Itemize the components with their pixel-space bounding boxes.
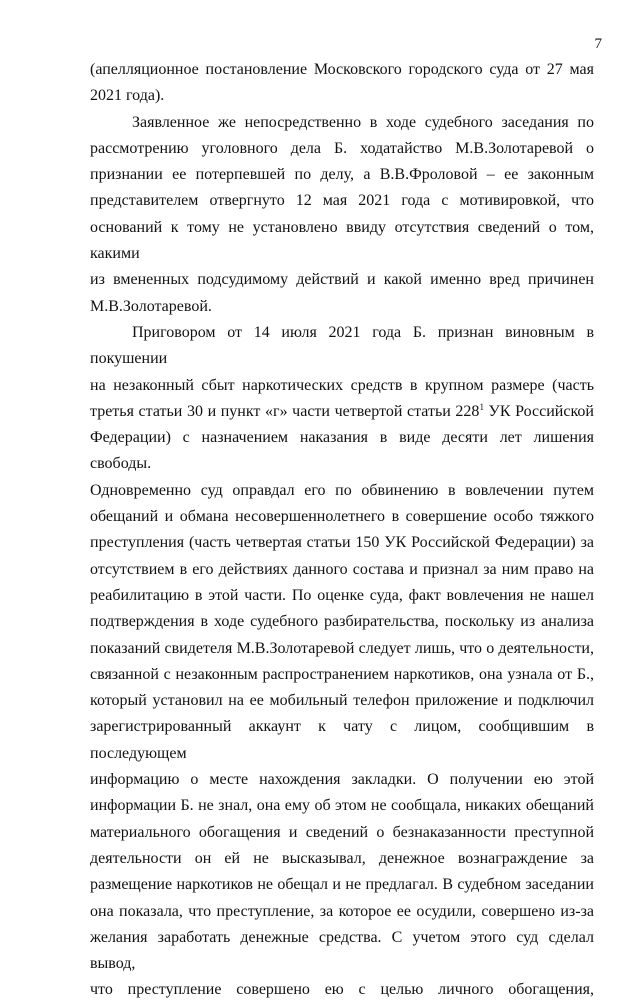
- paragraph-3-line-19: размещение наркотиков не обещал и не предлагал. В судебном заседании: [90, 876, 594, 894]
- page-number: 7: [594, 36, 602, 52]
- paragraph-2-line-3: признании ее потерпевшей по делу, а В.В.Фроловой – ее законным: [90, 166, 594, 184]
- paragraph-3-line-22: что преступление совершено ею с целью личного обогащения,: [90, 981, 594, 999]
- paragraph-3-line-15: информацию о месте нахождения закладки. О получении ею этой: [90, 771, 594, 789]
- paragraph-3-line-2: на незаконный сбыт наркотических средств в крупном размере (часть: [90, 376, 594, 394]
- paragraph-3-line-18: деятельности он ей не высказывал, денежное вознаграждение за: [90, 849, 594, 867]
- paragraph-2-line-5: оснований к тому не установлено ввиду отсутствия сведений о том, какими: [90, 218, 594, 263]
- paragraph-3-line-16: информации Б. не знал, она ему об этом не сообщала, никаких обещаний: [90, 797, 594, 815]
- paragraph-3-line-14: зарегистрированный аккаунт к чату с лицом, сообщившим в последующем: [90, 718, 594, 762]
- paragraph-3-line-10: подтверждения в ходе судебного разбирательства, поскольку из анализа: [90, 613, 594, 631]
- paragraph-3-line-11: показаний свидетеля М.В.Золотаревой следует лишь, что о деятельности,: [90, 639, 594, 657]
- paragraph-3-line-5: Одновременно суд оправдал его по обвинению в вовлечении путем: [90, 481, 594, 499]
- paragraph-2-line-2: рассмотрению уголовного дела Б. ходатайство М.В.Золотаревой о: [90, 139, 594, 157]
- paragraph-3-line-7: преступления (часть четвертая статьи 150 УК Российской Федерации) за: [90, 534, 594, 552]
- paragraph-3-line-17: материального обогащения и сведений о безнаказанности преступной: [90, 823, 594, 841]
- paragraph-3-line-3: [90, 399, 594, 425]
- paragraph-3-line-3-tail: УК Российской: [483, 402, 594, 420]
- paragraph-3-line-12: связанной с незаконным распространением наркотиков, она узнала от Б.,: [90, 665, 594, 683]
- paragraph-2-line-7: М.В.Золотаревой.: [90, 297, 212, 315]
- paragraph-2-line-6: из вмененных подсудимому действий и какой именно вред причинен: [90, 271, 594, 289]
- paragraph-3-line-21: желания заработать денежные средства. С учетом этого суд сделал вывод,: [90, 928, 594, 973]
- paragraph-3-line-8: отсутствием в его действиях данного состава и признал за ним право на: [90, 560, 594, 578]
- paragraph-3-line-13: который установил на ее мобильный телефон приложение и подключил: [90, 692, 594, 710]
- paragraph-1-line-1: (апелляционное постановление Московского городского суда от 27 мая: [90, 61, 594, 78]
- paragraph-2-line-4: представителем отвергнуто 12 мая 2021 года с мотивировкой, что: [90, 192, 594, 210]
- document-body: [90, 57, 594, 1004]
- paragraph-3-line-3-text: третья статьи 30 и пункт «г» части четвертой статьи 228: [90, 402, 480, 420]
- paragraph-3-line-9: реабилитацию в этой части. По оценке суда, факт вовлечения не нашел: [90, 586, 594, 604]
- paragraph-3-line-4: Федерации) с назначением наказания в виде десяти лет лишения свободы.: [90, 429, 594, 473]
- paragraph-3-line-20: она показала, что преступление, за которое ее осудили, совершено из-за: [90, 902, 594, 920]
- paragraph-3-line-1: Приговором от 14 июля 2021 года Б. признан виновным в покушении: [90, 323, 594, 368]
- paragraph-3-line-6: обещаний и обмана несовершеннолетнего в совершение особо тяжкого: [90, 508, 594, 526]
- paragraph-1-line-2: 2021 года).: [90, 87, 165, 105]
- footnote-mark: 1: [479, 401, 484, 412]
- paragraph-2-line-1: Заявленное же непосредственно в ходе судебного заседания по: [132, 113, 594, 131]
